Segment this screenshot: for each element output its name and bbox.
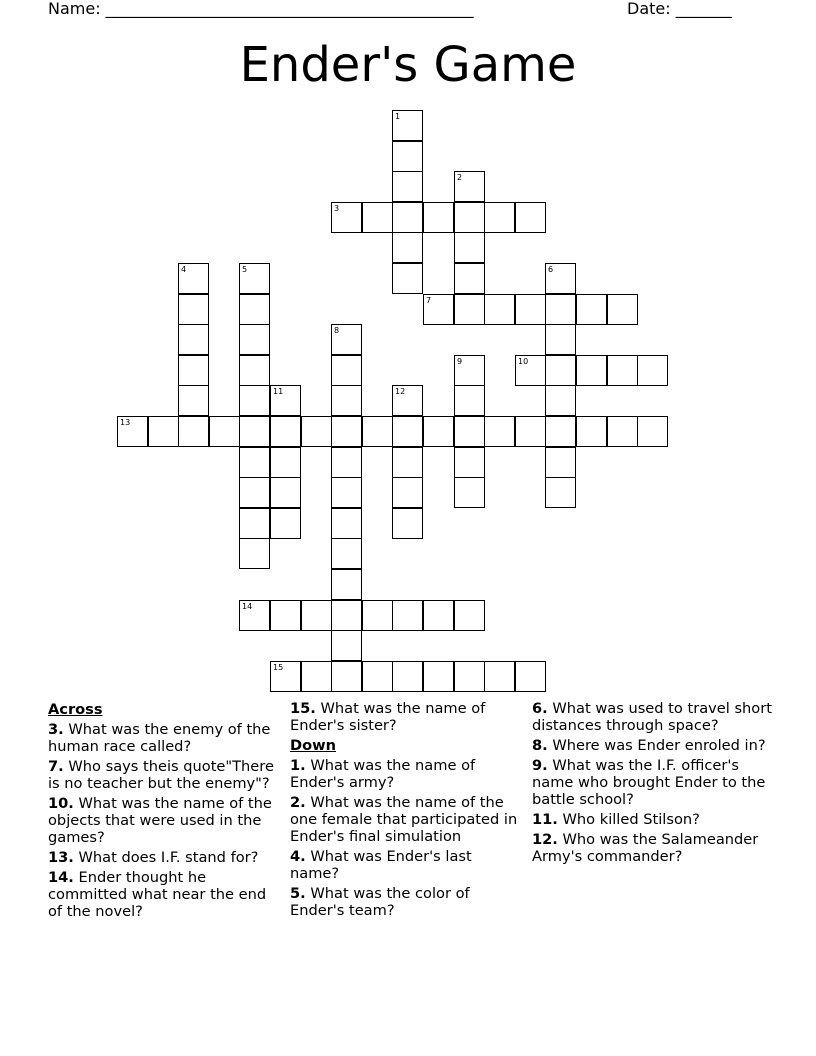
crossword-cell[interactable] [270,447,301,478]
clue-text: What does I.F. stand for? [78,849,259,866]
clues-column-1 [48,700,284,923]
crossword-cell[interactable] [392,661,423,692]
crossword-cell[interactable] [545,263,576,294]
crossword-cell[interactable] [423,416,454,447]
crossword-cell[interactable] [270,600,301,631]
cell-number: 2 [457,173,463,182]
crossword-cell[interactable] [454,294,485,325]
clue-text: What was the name of Ender's sister? [290,700,486,734]
crossword-cell[interactable] [454,416,485,447]
crossword-cell[interactable] [178,294,209,325]
clue-down-1 [290,757,522,791]
crossword-cell[interactable] [270,661,301,692]
crossword-cell[interactable] [607,355,638,386]
crossword-cell[interactable] [576,294,607,325]
crossword-cell[interactable] [301,600,332,631]
crossword-cell[interactable] [331,569,362,600]
crossword-cell[interactable] [178,324,209,355]
crossword-cell[interactable] [362,661,393,692]
cell-number: 14 [242,602,253,611]
clue-down-9 [532,757,772,808]
cell-number: 9 [457,357,463,366]
clue-down-8 [532,737,772,754]
clue-down-6 [532,700,772,734]
crossword-cell[interactable] [239,324,270,355]
clues-column-3 [532,700,772,868]
crossword-cell[interactable] [545,385,576,416]
cell-number: 3 [334,204,340,213]
cell-number: 1 [395,112,401,121]
crossword-cell[interactable] [484,661,515,692]
cell-number: 11 [273,387,284,396]
crossword-cell[interactable] [331,600,362,631]
crossword-cell[interactable] [545,355,576,386]
crossword-cell[interactable] [239,416,270,447]
cell-number: 7 [426,296,432,305]
crossword-cell[interactable] [392,447,423,478]
crossword-cell[interactable] [239,600,270,631]
clue-down-5 [290,885,522,919]
crossword-cell[interactable] [515,416,546,447]
crossword-cell[interactable] [301,416,332,447]
crossword-cell[interactable] [239,355,270,386]
crossword-cell[interactable] [607,294,638,325]
crossword-cell[interactable] [362,416,393,447]
clue-text: What was the I.F. officer's name who brought Ender to the battle school? [532,757,766,808]
clue-text: Who was the Salameander Army's commander? [532,831,759,865]
clues-column-2 [290,700,522,922]
crossword-cell[interactable] [178,355,209,386]
crossword-cell[interactable] [239,508,270,539]
clue-down-11 [532,811,772,828]
cell-number: 5 [242,265,248,274]
clue-number: 5. [290,885,306,902]
crossword-cell[interactable] [331,661,362,692]
crossword-cell[interactable] [270,508,301,539]
clue-number: 15. [290,700,316,717]
crossword-cell[interactable] [331,385,362,416]
clue-text: What was the name of the objects that were used in the games? [48,795,272,846]
clue-down-2 [290,794,522,845]
clue-text: Ender thought he committed what near the end of the novel? [48,869,267,920]
clue-text: What was the name of the one female that participated in Ender's final simulation [290,794,518,845]
clue-text: What was Ender's last name? [290,848,472,882]
clue-number: 1. [290,757,306,774]
crossword-cell[interactable] [484,416,515,447]
crossword-cell[interactable] [454,600,485,631]
crossword-cell[interactable] [178,385,209,416]
crossword-cell[interactable] [454,355,485,386]
crossword-cell[interactable] [331,538,362,569]
clue-number: 14. [48,869,74,886]
clue-number: 10. [48,795,74,812]
clue-down-4 [290,848,522,882]
crossword-cell[interactable] [239,447,270,478]
crossword-cell[interactable] [331,324,362,355]
down-heading: Down [290,737,337,754]
crossword-cell[interactable] [454,232,485,263]
clue-number: 6. [532,700,548,717]
cell-number: 15 [273,663,284,672]
crossword-cell[interactable] [331,630,362,661]
crossword-cell[interactable] [239,294,270,325]
clue-number: 7. [48,758,64,775]
crossword-cell[interactable] [545,447,576,478]
crossword-cell[interactable] [209,416,240,447]
clue-across-10 [48,795,284,846]
crossword-cell[interactable] [392,171,423,202]
crossword-cell[interactable] [331,447,362,478]
clue-number: 9. [532,757,548,774]
clue-across-7 [48,758,284,792]
crossword-cell[interactable] [392,232,423,263]
crossword-cell[interactable] [515,661,546,692]
crossword-cell[interactable] [423,202,454,233]
crossword-cell[interactable] [545,324,576,355]
cell-number: 12 [395,387,406,396]
crossword-cell[interactable] [392,385,423,416]
crossword-cell[interactable] [392,202,423,233]
clue-number: 11. [532,811,558,828]
crossword-cell[interactable] [545,416,576,447]
crossword-cell[interactable] [454,447,485,478]
crossword-cell[interactable] [454,171,485,202]
crossword-cell[interactable] [331,355,362,386]
crossword-cell[interactable] [301,661,332,692]
crossword-cell[interactable] [423,600,454,631]
crossword-cell[interactable] [392,600,423,631]
crossword-cell[interactable] [637,355,668,386]
name-field-label: Name: ______________________________________________ [48,0,474,18]
crossword-cell[interactable] [239,263,270,294]
clue-across-15 [290,700,522,734]
across-heading: Across [48,701,103,718]
clue-text: What was the name of Ender's army? [290,757,476,791]
crossword-cell[interactable] [270,416,301,447]
crossword-cell[interactable] [454,661,485,692]
crossword-cell[interactable] [454,263,485,294]
clue-number: 2. [290,794,306,811]
cell-number: 13 [120,418,131,427]
cell-number: 6 [548,265,554,274]
crossword-cell[interactable] [607,416,638,447]
clue-number: 3. [48,721,64,738]
crossword-cell[interactable] [545,294,576,325]
crossword-cell[interactable] [484,202,515,233]
crossword-cell[interactable] [331,477,362,508]
crossword-cell[interactable] [545,477,576,508]
crossword-cell[interactable] [515,202,546,233]
page-title: Ender's Game [239,37,577,93]
crossword-cell[interactable] [331,508,362,539]
clue-down-12 [532,831,772,865]
cell-number: 8 [334,326,340,335]
crossword-cell[interactable] [515,355,546,386]
clue-text: Where was Ender enroled in? [552,737,766,754]
cell-number: 4 [181,265,187,274]
clue-text: Who says theis quote"There is no teacher but the enemy"? [48,758,274,792]
clue-number: 12. [532,831,558,848]
crossword-cell[interactable] [392,110,423,141]
crossword-cell[interactable] [239,477,270,508]
crossword-cell[interactable] [392,416,423,447]
crossword-cell[interactable] [637,416,668,447]
crossword-cell[interactable] [178,263,209,294]
clue-text: Who killed Stilson? [562,811,700,828]
clue-across-3 [48,721,284,755]
crossword-cell[interactable] [392,477,423,508]
crossword-cell[interactable] [576,355,607,386]
date-field-label: Date: _______ [627,0,732,18]
cell-number: 10 [518,357,529,366]
clue-across-14 [48,869,284,920]
crossword-cell[interactable] [270,385,301,416]
clue-text: What was the enemy of the human race called? [48,721,271,755]
crossword-cell[interactable] [362,202,393,233]
clue-number: 4. [290,848,306,865]
crossword-cell[interactable] [423,294,454,325]
clue-number: 8. [532,737,548,754]
crossword-cell[interactable] [454,202,485,233]
crossword-cell[interactable] [331,416,362,447]
crossword-cell[interactable] [117,416,148,447]
crossword-cell[interactable] [576,416,607,447]
crossword-cell[interactable] [331,202,362,233]
clue-across-13 [48,849,284,866]
crossword-cell[interactable] [178,416,209,447]
clue-text: What was the color of Ender's team? [290,885,470,919]
crossword-cell[interactable] [239,538,270,569]
crossword-cell[interactable] [392,508,423,539]
crossword-cell[interactable] [484,294,515,325]
clue-number: 13. [48,849,74,866]
crossword-cell[interactable] [454,477,485,508]
crossword-cell[interactable] [392,263,423,294]
crossword-cell[interactable] [515,294,546,325]
clue-text: What was used to travel short distances through space? [532,700,772,734]
crossword-cell[interactable] [392,141,423,172]
crossword-cell[interactable] [423,661,454,692]
crossword-cell[interactable] [454,385,485,416]
crossword-cell[interactable] [148,416,179,447]
crossword-cell[interactable] [362,600,393,631]
crossword-cell[interactable] [239,385,270,416]
crossword-cell[interactable] [270,477,301,508]
